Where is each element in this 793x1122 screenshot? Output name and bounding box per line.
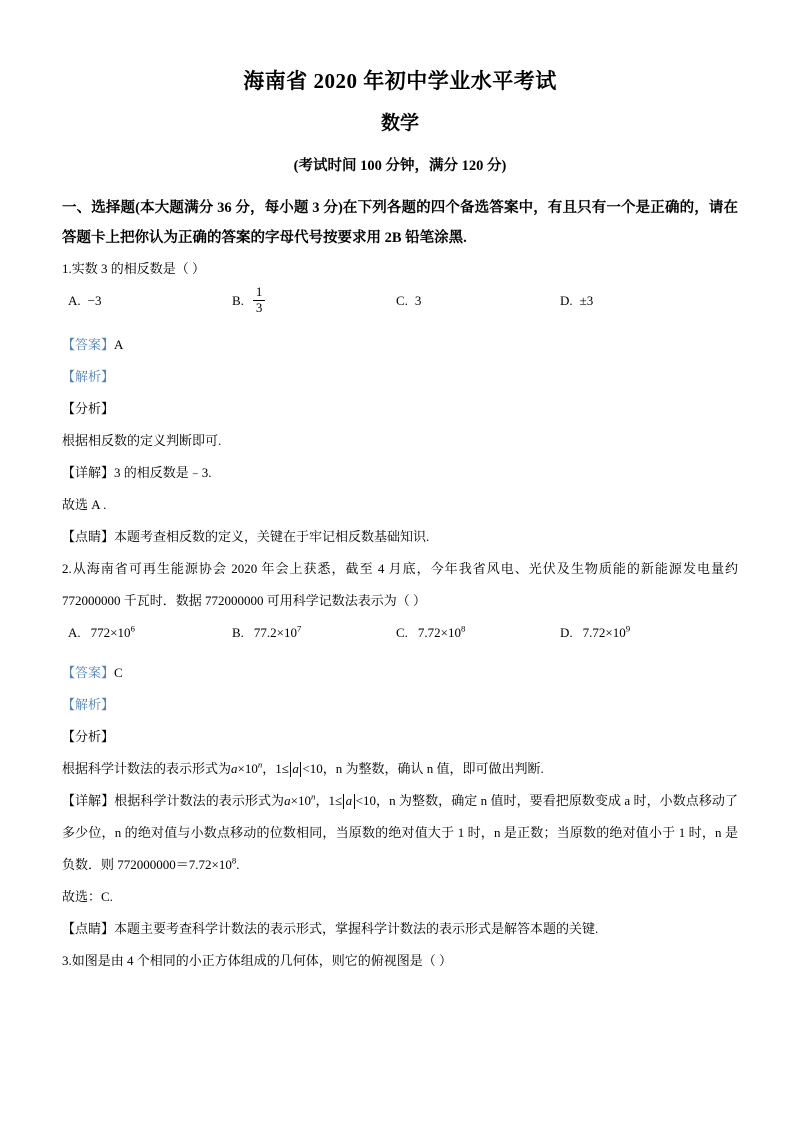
question-stem: [62, 945, 738, 977]
analysis-line: [62, 393, 738, 425]
option-value: [583, 617, 631, 649]
option-label: A.: [68, 625, 81, 640]
option-d[interactable]: [560, 617, 630, 649]
highlight-line: [62, 521, 738, 553]
explanation-label: 【解析】: [62, 369, 115, 384]
analysis-prefix: 根据科学计数法的表示形式为: [62, 761, 232, 776]
analysis-mid: ，1≤: [262, 761, 289, 776]
option-value: −3: [87, 293, 102, 308]
highlight-text: 本题考查相反数的定义，关键在于牢记相反数基础知识.: [114, 529, 430, 544]
math-variable-a: a: [284, 793, 291, 808]
math-exponent-n: n: [257, 759, 263, 770]
answer-line: [62, 329, 738, 361]
subject-title: 数学: [380, 113, 419, 134]
math-times-ten: ×10: [237, 761, 258, 776]
answer-label: 【答案】: [62, 337, 115, 352]
highlight-label: 【点睛】: [62, 529, 115, 544]
option-d[interactable]: [560, 285, 593, 317]
explanation-line: [62, 361, 738, 393]
conclusion-line: 故选 A .: [62, 497, 107, 512]
option-label: D.: [560, 293, 573, 308]
analysis-text: 根据相反数的定义判断即可.: [62, 433, 222, 448]
question-number: 3.: [62, 953, 72, 968]
answer-value: A: [114, 337, 124, 352]
page-title: 海南省 2020 年初中学业水平考试: [243, 69, 557, 93]
question-stem: [62, 253, 738, 285]
option-c[interactable]: [396, 285, 421, 317]
detail-line: [62, 785, 738, 881]
analysis-text: [62, 753, 738, 785]
option-value: [418, 617, 466, 649]
absolute-value-a: a: [290, 762, 302, 777]
section-instruction: 一、选择题(本大题满分 36 分，每小题 3 分)在下列各题的四个备选答案中，有且只有一个是正确的，请在答题卡上把你认为正确的答案的字母代号按要求用 2B 铅笔涂黑.: [62, 200, 738, 246]
detail-suffix: <10，n 为整数，确定 n 值时，要看把原数变成 a 时，小数点移动了多少位，n 的绝对值与小数点移动的位数相同，当原数的绝对值大于 1 时，n 是正数；当原数的绝对值小于 1 时，n 是负数．则 772000000＝: [62, 793, 738, 872]
question-stem: [62, 553, 738, 617]
mantissa: 772: [90, 625, 111, 640]
question-text: 如图是由 4 个相同的小正方体组成的几何体，则它的俯视图是（ ）: [71, 953, 453, 968]
option-value: [91, 617, 135, 649]
detail-result: [188, 855, 240, 872]
math-times-ten: ×10: [290, 793, 311, 808]
answer-label: 【答案】: [62, 665, 115, 680]
analysis-suffix: <10，n 为整数，确认 n 值，即可做出判断.: [302, 761, 544, 776]
option-b[interactable]: [232, 617, 301, 649]
detail-label: 【详解】: [62, 793, 115, 808]
analysis-label: 【分析】: [62, 401, 115, 416]
exponent: 6: [130, 623, 135, 634]
page-content: [62, 0, 738, 977]
answer-line: [62, 657, 738, 689]
exponent: 7: [297, 623, 302, 634]
question-number: 1.: [62, 261, 72, 276]
analysis-mid: ，1≤: [315, 793, 343, 808]
analysis-label: 【分析】: [62, 729, 115, 744]
question-options: [62, 617, 738, 657]
option-value: [254, 617, 302, 649]
mantissa: 7.72: [417, 625, 441, 640]
math-exponent-n: n: [310, 791, 316, 802]
detail-period: .: [236, 857, 240, 872]
math-variable-a: a: [231, 761, 238, 776]
explanation-label: 【解析】: [62, 697, 115, 712]
fraction-one-third: [251, 285, 268, 314]
detail-line: [62, 457, 738, 489]
absolute-value-a: a: [343, 794, 355, 809]
analysis-line: [62, 721, 738, 753]
option-label: B.: [232, 293, 244, 308]
mantissa: 7.72: [188, 857, 212, 872]
option-label: B.: [232, 625, 244, 640]
option-label: C.: [396, 293, 408, 308]
highlight-text: 本题主要考查科学计数法的表示形式，掌握科学计数法的表示形式是解答本题的关键.: [114, 921, 599, 936]
highlight-label: 【点睛】: [62, 921, 115, 936]
detail-text: 3 的相反数是﹣3.: [114, 465, 212, 480]
option-value: ±3: [579, 293, 594, 308]
times-ten: ×10: [276, 625, 298, 640]
question-options: [62, 285, 738, 329]
times-ten: ×10: [440, 625, 462, 640]
option-label: C.: [396, 625, 408, 640]
answer-value: C: [114, 665, 123, 680]
option-a[interactable]: [68, 285, 101, 317]
mantissa: 77.2: [253, 625, 277, 640]
option-value: 3: [414, 293, 422, 308]
exponent: 8: [231, 855, 237, 866]
detail-label: 【详解】: [62, 465, 115, 480]
option-b[interactable]: [232, 285, 267, 317]
question-text: 从海南省可再生能源协会 2020 年会上获悉，截至 4 月底，今年我省风电、光伏及生物质能的新能源发电量约 772000000 千瓦时．数据 772000000 可用科学记数法表示为（ ）: [62, 561, 738, 608]
exam-info: (考试时间 100 分钟，满分 120 分): [293, 158, 507, 174]
option-a[interactable]: [68, 617, 135, 649]
conclusion-line: 故选：C.: [62, 889, 113, 904]
detail-prefix: 根据科学计数法的表示形式为: [114, 793, 285, 808]
option-label: D.: [560, 625, 573, 640]
exponent: 8: [461, 623, 466, 634]
option-label: A.: [68, 293, 81, 308]
explanation-line: [62, 689, 738, 721]
times-ten: ×10: [211, 857, 232, 872]
fraction-numerator: 1: [255, 284, 263, 300]
highlight-line: [62, 913, 738, 945]
option-c[interactable]: [396, 617, 465, 649]
times-ten: ×10: [110, 625, 131, 640]
times-ten: ×10: [605, 625, 626, 640]
mantissa: 7.72: [582, 625, 606, 640]
question-text: 实数 3 的相反数是（ ）: [71, 261, 206, 276]
exponent: 9: [625, 623, 631, 634]
fraction-denominator: 3: [253, 300, 266, 315]
question-number: 2.: [62, 561, 72, 576]
